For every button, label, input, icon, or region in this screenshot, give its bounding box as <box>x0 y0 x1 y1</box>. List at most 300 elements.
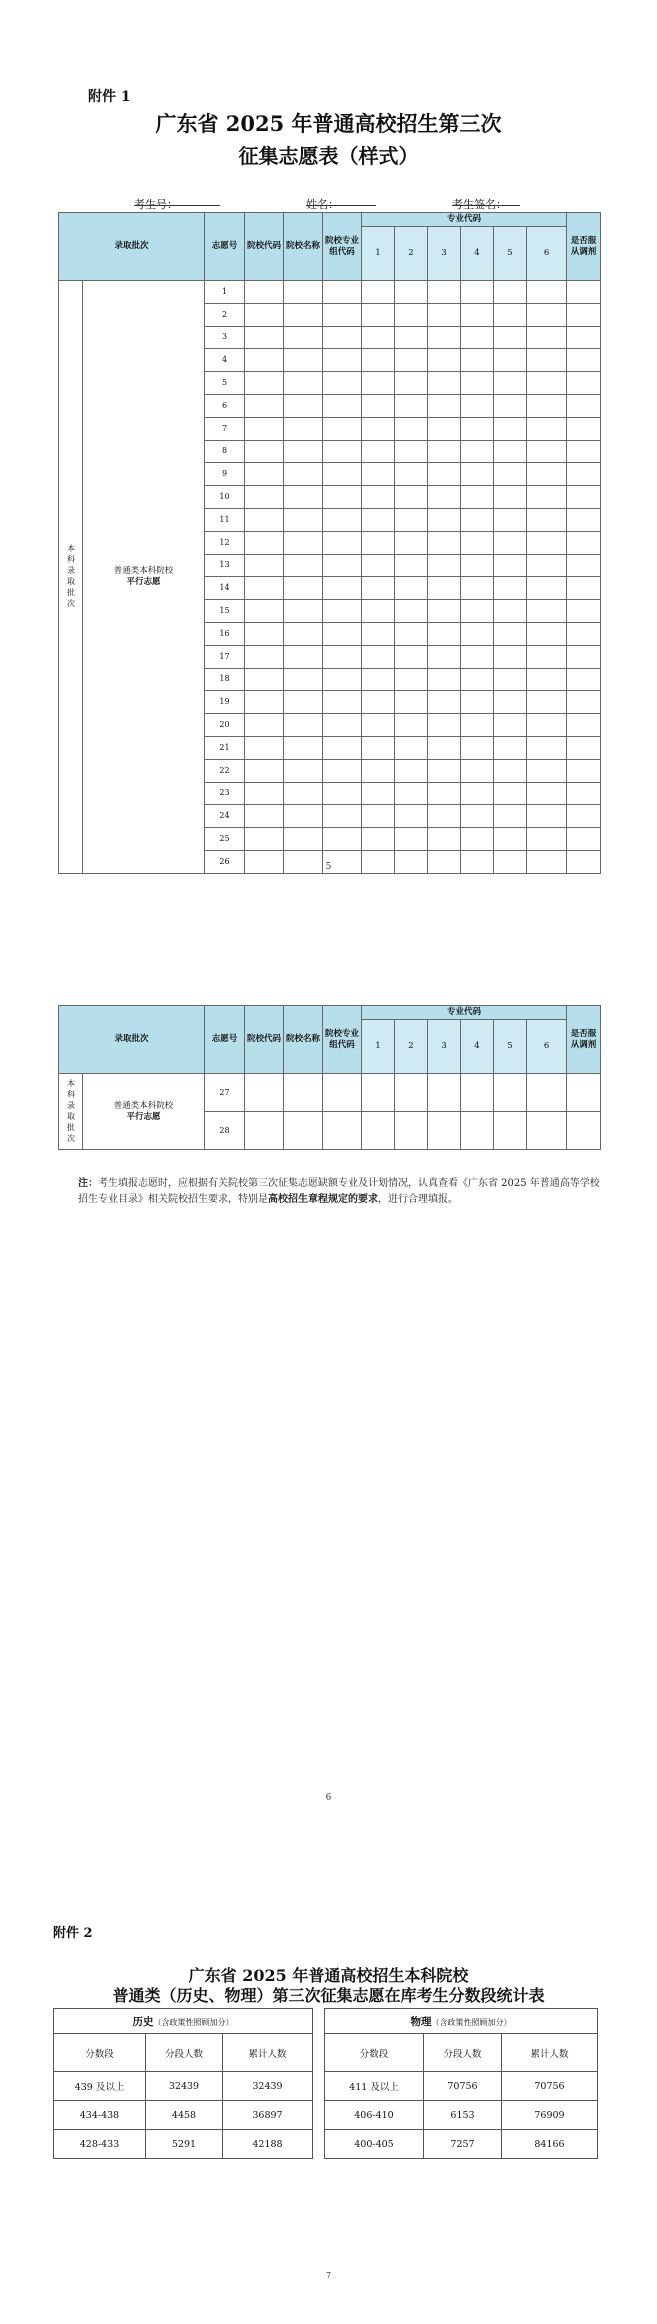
wish-input-cell[interactable] <box>567 600 601 623</box>
wish-input-cell[interactable] <box>245 417 284 440</box>
wish-input-cell[interactable] <box>395 691 428 714</box>
wish-input-cell[interactable] <box>494 736 527 759</box>
wish-input-cell[interactable] <box>494 645 527 668</box>
wish-input-cell[interactable] <box>461 714 494 737</box>
wish-input-cell[interactable] <box>323 372 362 395</box>
wish-input-cell[interactable] <box>567 759 601 782</box>
wish-input-cell[interactable] <box>395 828 428 851</box>
wish-input-cell[interactable] <box>567 828 601 851</box>
history-segment-count: 5291 <box>146 2130 223 2159</box>
wish-input-cell[interactable] <box>284 303 323 326</box>
wish-input-cell[interactable] <box>362 326 395 349</box>
wish-input-cell[interactable] <box>527 1074 567 1112</box>
wish-input-cell[interactable] <box>461 508 494 531</box>
wish-input-cell[interactable] <box>527 577 567 600</box>
wish-input-cell[interactable] <box>284 531 323 554</box>
wish-input-cell[interactable] <box>567 508 601 531</box>
wish-input-cell[interactable] <box>494 1112 527 1150</box>
wish-input-cell[interactable] <box>245 463 284 486</box>
wish-input-cell[interactable] <box>494 463 527 486</box>
header-major-1: 1 <box>362 1020 395 1074</box>
wish-input-cell[interactable] <box>323 805 362 828</box>
wish-input-cell[interactable] <box>323 622 362 645</box>
wish-input-cell[interactable] <box>362 1074 395 1112</box>
wish-input-cell[interactable] <box>362 486 395 509</box>
wish-input-cell[interactable] <box>461 417 494 440</box>
wish-input-cell[interactable] <box>284 805 323 828</box>
wish-input-cell[interactable] <box>284 463 323 486</box>
wish-input-cell[interactable] <box>245 486 284 509</box>
wish-input-cell[interactable] <box>323 440 362 463</box>
wish-input-cell[interactable] <box>245 531 284 554</box>
page-number: 5 <box>325 862 332 872</box>
wish-input-cell[interactable] <box>567 1112 601 1150</box>
wish-input-cell[interactable] <box>461 691 494 714</box>
wish-input-cell[interactable] <box>494 531 527 554</box>
wish-input-cell[interactable] <box>245 554 284 577</box>
header-major-4: 4 <box>461 227 494 281</box>
wish-input-cell[interactable] <box>428 394 461 417</box>
wish-input-cell[interactable] <box>284 622 323 645</box>
wish-input-cell[interactable] <box>284 394 323 417</box>
wish-input-cell[interactable] <box>245 691 284 714</box>
wish-input-cell[interactable] <box>395 508 428 531</box>
wish-input-cell[interactable] <box>428 281 461 304</box>
wish-input-cell[interactable] <box>284 1074 323 1112</box>
wish-input-cell[interactable] <box>567 577 601 600</box>
wish-input-cell[interactable] <box>395 759 428 782</box>
wish-input-cell[interactable] <box>461 1074 494 1112</box>
wish-input-cell[interactable] <box>567 303 601 326</box>
wish-input-cell[interactable] <box>395 577 428 600</box>
wish-input-cell[interactable] <box>461 622 494 645</box>
wish-input-cell[interactable] <box>527 508 567 531</box>
wish-input-cell[interactable] <box>567 714 601 737</box>
wish-input-cell[interactable] <box>527 303 567 326</box>
wish-input-cell[interactable] <box>567 531 601 554</box>
wish-input-cell[interactable] <box>494 281 527 304</box>
wish-input-cell[interactable] <box>567 463 601 486</box>
wish-input-cell[interactable] <box>494 394 527 417</box>
wish-input-cell[interactable] <box>395 1074 428 1112</box>
wish-input-cell[interactable] <box>323 554 362 577</box>
wish-input-cell[interactable] <box>245 508 284 531</box>
wish-input-cell[interactable] <box>362 281 395 304</box>
wish-input-cell[interactable] <box>527 531 567 554</box>
wish-input-cell[interactable] <box>428 782 461 805</box>
wish-input-cell[interactable] <box>428 486 461 509</box>
wish-input-cell[interactable] <box>323 281 362 304</box>
wish-input-cell[interactable] <box>527 440 567 463</box>
header-major-5: 5 <box>494 1020 527 1074</box>
wish-input-cell[interactable] <box>461 463 494 486</box>
wish-input-cell[interactable] <box>494 372 527 395</box>
wish-number: 6 <box>205 394 245 417</box>
wish-input-cell[interactable] <box>245 622 284 645</box>
wish-input-cell[interactable] <box>284 714 323 737</box>
history-score-range: 428-433 <box>54 2130 146 2159</box>
wish-input-cell[interactable] <box>567 1074 601 1112</box>
wish-input-cell[interactable] <box>245 645 284 668</box>
wish-input-cell[interactable] <box>395 622 428 645</box>
wish-input-cell[interactable] <box>284 1112 323 1150</box>
wish-input-cell[interactable] <box>323 417 362 440</box>
col-header-score-range: 分数段 <box>325 2034 424 2072</box>
wish-input-cell[interactable] <box>323 577 362 600</box>
wish-input-cell[interactable] <box>323 326 362 349</box>
wish-input-cell[interactable] <box>567 486 601 509</box>
wish-input-cell[interactable] <box>395 463 428 486</box>
wish-input-cell[interactable] <box>428 600 461 623</box>
wish-input-cell[interactable] <box>245 349 284 372</box>
wish-input-cell[interactable] <box>494 600 527 623</box>
wish-input-cell[interactable] <box>245 372 284 395</box>
wish-input-cell[interactable] <box>245 303 284 326</box>
wish-input-cell[interactable] <box>323 1112 362 1150</box>
wish-input-cell[interactable] <box>461 394 494 417</box>
note-label: 注： <box>78 1178 98 1189</box>
wish-input-cell[interactable] <box>567 691 601 714</box>
wish-input-cell[interactable] <box>527 600 567 623</box>
wish-input-cell[interactable] <box>362 554 395 577</box>
history-header: 历史（含政策性照顾加分） <box>54 2009 313 2034</box>
wish-input-cell[interactable] <box>428 759 461 782</box>
wish-input-cell[interactable] <box>567 417 601 440</box>
wish-input-cell[interactable] <box>494 759 527 782</box>
wish-input-cell[interactable] <box>428 303 461 326</box>
wish-input-cell[interactable] <box>245 805 284 828</box>
wish-input-cell[interactable] <box>527 714 567 737</box>
wish-input-cell[interactable] <box>527 486 567 509</box>
wish-input-cell[interactable] <box>323 714 362 737</box>
wish-input-cell[interactable] <box>494 691 527 714</box>
wish-input-cell[interactable] <box>428 349 461 372</box>
wish-input-cell[interactable] <box>362 736 395 759</box>
wish-input-cell[interactable] <box>461 805 494 828</box>
wish-input-cell[interactable] <box>323 486 362 509</box>
wish-input-cell[interactable] <box>284 828 323 851</box>
candidate-no-label: 考生号： <box>134 198 178 211</box>
wish-input-cell[interactable] <box>461 486 494 509</box>
wish-input-cell[interactable] <box>245 281 284 304</box>
wish-number: 15 <box>205 600 245 623</box>
wish-input-cell[interactable] <box>245 782 284 805</box>
wish-input-cell[interactable] <box>428 1112 461 1150</box>
wish-input-cell[interactable] <box>323 782 362 805</box>
wish-input-cell[interactable] <box>567 554 601 577</box>
wish-input-cell[interactable] <box>395 736 428 759</box>
wish-input-cell[interactable] <box>395 440 428 463</box>
wish-input-cell[interactable] <box>494 714 527 737</box>
wish-input-cell[interactable] <box>461 440 494 463</box>
wish-input-cell[interactable] <box>494 828 527 851</box>
wish-number: 20 <box>205 714 245 737</box>
wish-input-cell[interactable] <box>428 508 461 531</box>
wish-input-cell[interactable] <box>527 645 567 668</box>
wish-input-cell[interactable] <box>567 440 601 463</box>
wish-input-cell[interactable] <box>461 600 494 623</box>
wish-input-cell[interactable] <box>362 691 395 714</box>
wish-input-cell[interactable] <box>567 281 601 304</box>
wish-input-cell[interactable] <box>494 577 527 600</box>
wish-input-cell[interactable] <box>461 554 494 577</box>
wish-input-cell[interactable] <box>494 326 527 349</box>
name-label: 姓名： <box>306 198 339 211</box>
wish-input-cell[interactable] <box>245 668 284 691</box>
wish-input-cell[interactable] <box>245 600 284 623</box>
wish-input-cell[interactable] <box>461 668 494 691</box>
wish-input-cell[interactable] <box>428 714 461 737</box>
wish-input-cell[interactable] <box>362 668 395 691</box>
wish-input-cell[interactable] <box>494 303 527 326</box>
wish-input-cell[interactable] <box>461 828 494 851</box>
wish-input-cell[interactable] <box>362 440 395 463</box>
wish-input-cell[interactable] <box>395 349 428 372</box>
wish-input-cell[interactable] <box>428 554 461 577</box>
wish-input-cell[interactable] <box>323 303 362 326</box>
name-field[interactable] <box>306 196 376 206</box>
wish-input-cell[interactable] <box>323 1074 362 1112</box>
wish-input-cell[interactable] <box>362 349 395 372</box>
wish-input-cell[interactable] <box>362 828 395 851</box>
wish-input-cell[interactable] <box>527 622 567 645</box>
wish-input-cell[interactable] <box>428 645 461 668</box>
wish-input-cell[interactable] <box>527 326 567 349</box>
wish-input-cell[interactable] <box>461 372 494 395</box>
wish-input-cell[interactable] <box>284 600 323 623</box>
wish-input-cell[interactable] <box>461 645 494 668</box>
wish-input-cell[interactable] <box>323 828 362 851</box>
wish-input-cell[interactable] <box>527 394 567 417</box>
wish-input-cell[interactable] <box>395 486 428 509</box>
col-header-segment-count: 分段人数 <box>424 2034 502 2072</box>
wish-input-cell[interactable] <box>284 577 323 600</box>
wish-input-cell[interactable] <box>494 622 527 645</box>
wish-input-cell[interactable] <box>323 508 362 531</box>
wish-input-cell[interactable] <box>567 349 601 372</box>
wish-input-cell[interactable] <box>395 714 428 737</box>
wish-input-cell[interactable] <box>494 508 527 531</box>
wish-input-cell[interactable] <box>428 577 461 600</box>
wish-input-cell[interactable] <box>362 600 395 623</box>
wish-input-cell[interactable] <box>395 1112 428 1150</box>
wish-input-cell[interactable] <box>323 736 362 759</box>
header-major-6: 6 <box>527 227 567 281</box>
wish-input-cell[interactable] <box>461 736 494 759</box>
wish-input-cell[interactable] <box>284 486 323 509</box>
wish-input-cell[interactable] <box>395 531 428 554</box>
wish-input-cell[interactable] <box>323 645 362 668</box>
wish-input-cell[interactable] <box>362 417 395 440</box>
wish-input-cell[interactable] <box>428 668 461 691</box>
wish-input-cell[interactable] <box>461 349 494 372</box>
wish-input-cell[interactable] <box>395 303 428 326</box>
wish-input-cell[interactable] <box>428 463 461 486</box>
wish-input-cell[interactable] <box>461 281 494 304</box>
wish-input-cell[interactable] <box>284 668 323 691</box>
wish-input-cell[interactable] <box>323 349 362 372</box>
wish-input-cell[interactable] <box>245 394 284 417</box>
wish-input-cell[interactable] <box>284 554 323 577</box>
wish-input-cell[interactable] <box>527 759 567 782</box>
wish-input-cell[interactable] <box>245 828 284 851</box>
wish-input-cell[interactable] <box>494 486 527 509</box>
wish-input-cell[interactable] <box>362 508 395 531</box>
wish-input-cell[interactable] <box>245 1112 284 1150</box>
wish-input-cell[interactable] <box>527 736 567 759</box>
wish-input-cell[interactable] <box>245 759 284 782</box>
wish-input-cell[interactable] <box>362 577 395 600</box>
wish-input-cell[interactable] <box>362 645 395 668</box>
note-text-1: 考生填报志愿时，应根据有关院校第三次征集志愿缺额专业及计划情况，认真查看《广东省 2025 年普通高等学校招生专业目录》相关院校招生要求，特别是 <box>78 1178 600 1205</box>
header-adjust: 是否服从调剂 <box>567 1006 601 1074</box>
wish-input-cell[interactable] <box>428 736 461 759</box>
wish-input-cell[interactable] <box>395 782 428 805</box>
wish-input-cell[interactable] <box>527 668 567 691</box>
wish-input-cell[interactable] <box>567 782 601 805</box>
wish-input-cell[interactable] <box>494 440 527 463</box>
wish-input-cell[interactable] <box>284 736 323 759</box>
wish-input-cell[interactable] <box>567 668 601 691</box>
wish-input-cell[interactable] <box>362 805 395 828</box>
wish-input-cell[interactable] <box>494 805 527 828</box>
wish-input-cell[interactable] <box>323 531 362 554</box>
wish-input-cell[interactable] <box>428 417 461 440</box>
wish-input-cell[interactable] <box>395 394 428 417</box>
wish-input-cell[interactable] <box>323 759 362 782</box>
wish-input-cell[interactable] <box>494 668 527 691</box>
wish-input-cell[interactable] <box>527 1112 567 1150</box>
wish-input-cell[interactable] <box>284 372 323 395</box>
wish-input-cell[interactable] <box>461 759 494 782</box>
wish-input-cell[interactable] <box>527 372 567 395</box>
wish-input-cell[interactable] <box>567 394 601 417</box>
wish-input-cell[interactable] <box>494 554 527 577</box>
wish-input-cell[interactable] <box>428 531 461 554</box>
wish-input-cell[interactable] <box>527 417 567 440</box>
wish-input-cell[interactable] <box>323 691 362 714</box>
wish-input-cell[interactable] <box>284 417 323 440</box>
wish-input-cell[interactable] <box>245 736 284 759</box>
wish-input-cell[interactable] <box>428 622 461 645</box>
wish-input-cell[interactable] <box>395 805 428 828</box>
wish-input-cell[interactable] <box>323 668 362 691</box>
candidate-no-field[interactable] <box>134 196 220 206</box>
wish-input-cell[interactable] <box>395 281 428 304</box>
wish-input-cell[interactable] <box>461 531 494 554</box>
header-major-code: 专业代码 <box>362 1006 567 1020</box>
wish-input-cell[interactable] <box>362 759 395 782</box>
wish-input-cell[interactable] <box>494 782 527 805</box>
col-header-cumulative-count: 累计人数 <box>502 2034 598 2072</box>
wish-input-cell[interactable] <box>494 349 527 372</box>
wish-input-cell[interactable] <box>395 600 428 623</box>
wish-input-cell[interactable] <box>362 394 395 417</box>
wish-input-cell[interactable] <box>428 1074 461 1112</box>
wish-input-cell[interactable] <box>395 645 428 668</box>
wish-input-cell[interactable] <box>527 554 567 577</box>
wish-input-cell[interactable] <box>245 714 284 737</box>
wish-input-cell[interactable] <box>284 759 323 782</box>
wish-input-cell[interactable] <box>567 326 601 349</box>
wish-input-cell[interactable] <box>428 805 461 828</box>
wish-input-cell[interactable] <box>461 577 494 600</box>
wish-input-cell[interactable] <box>362 531 395 554</box>
header-major-2: 2 <box>395 1020 428 1074</box>
wish-input-cell[interactable] <box>428 372 461 395</box>
wish-input-cell[interactable] <box>362 714 395 737</box>
wish-input-cell[interactable] <box>461 782 494 805</box>
wish-input-cell[interactable] <box>527 805 567 828</box>
score-stat-table <box>53 2008 598 2159</box>
wish-input-cell[interactable] <box>527 828 567 851</box>
wish-number: 18 <box>205 668 245 691</box>
wish-input-cell[interactable] <box>567 622 601 645</box>
wish-input-cell[interactable] <box>428 691 461 714</box>
wish-input-cell[interactable] <box>323 394 362 417</box>
wish-input-cell[interactable] <box>527 782 567 805</box>
wish-input-cell[interactable] <box>362 1112 395 1150</box>
wish-input-cell[interactable] <box>284 508 323 531</box>
wish-input-cell[interactable] <box>362 622 395 645</box>
wish-input-cell[interactable] <box>428 440 461 463</box>
wish-input-cell[interactable] <box>284 782 323 805</box>
wish-input-cell[interactable] <box>567 805 601 828</box>
wish-input-cell[interactable] <box>527 463 567 486</box>
wish-input-cell[interactable] <box>284 326 323 349</box>
batch-vertical-cell <box>59 281 83 874</box>
wish-input-cell[interactable] <box>527 281 567 304</box>
wish-input-cell[interactable] <box>245 440 284 463</box>
wish-input-cell[interactable] <box>395 326 428 349</box>
wish-input-cell[interactable] <box>245 326 284 349</box>
wish-input-cell[interactable] <box>428 828 461 851</box>
wish-input-cell[interactable] <box>461 1112 494 1150</box>
wish-input-cell[interactable] <box>245 577 284 600</box>
wish-input-cell[interactable] <box>567 372 601 395</box>
wish-input-cell[interactable] <box>323 600 362 623</box>
wish-input-cell[interactable] <box>245 1074 284 1112</box>
signature-field[interactable] <box>452 196 520 206</box>
header-school-code: 院校代码 <box>245 213 284 281</box>
wish-input-cell[interactable] <box>395 668 428 691</box>
wish-input-cell[interactable] <box>362 463 395 486</box>
wish-input-cell[interactable] <box>362 782 395 805</box>
wish-input-cell[interactable] <box>284 440 323 463</box>
wish-input-cell[interactable] <box>494 1074 527 1112</box>
wish-input-cell[interactable] <box>461 303 494 326</box>
wish-input-cell[interactable] <box>284 281 323 304</box>
wish-input-cell[interactable] <box>527 349 567 372</box>
wish-input-cell[interactable] <box>323 463 362 486</box>
wish-input-cell[interactable] <box>461 326 494 349</box>
wish-input-cell[interactable] <box>284 645 323 668</box>
wish-input-cell[interactable] <box>428 326 461 349</box>
wish-input-cell[interactable] <box>567 736 601 759</box>
wish-input-cell[interactable] <box>494 417 527 440</box>
wish-input-cell[interactable] <box>395 417 428 440</box>
wish-input-cell[interactable] <box>527 691 567 714</box>
history-cumulative-count: 32439 <box>223 2072 313 2101</box>
wish-input-cell[interactable] <box>284 691 323 714</box>
wish-input-cell[interactable] <box>567 645 601 668</box>
wish-input-cell[interactable] <box>395 372 428 395</box>
wish-input-cell[interactable] <box>284 349 323 372</box>
wish-input-cell[interactable] <box>362 372 395 395</box>
wish-input-cell[interactable] <box>362 303 395 326</box>
wish-input-cell[interactable] <box>395 554 428 577</box>
wish-number: 11 <box>205 508 245 531</box>
